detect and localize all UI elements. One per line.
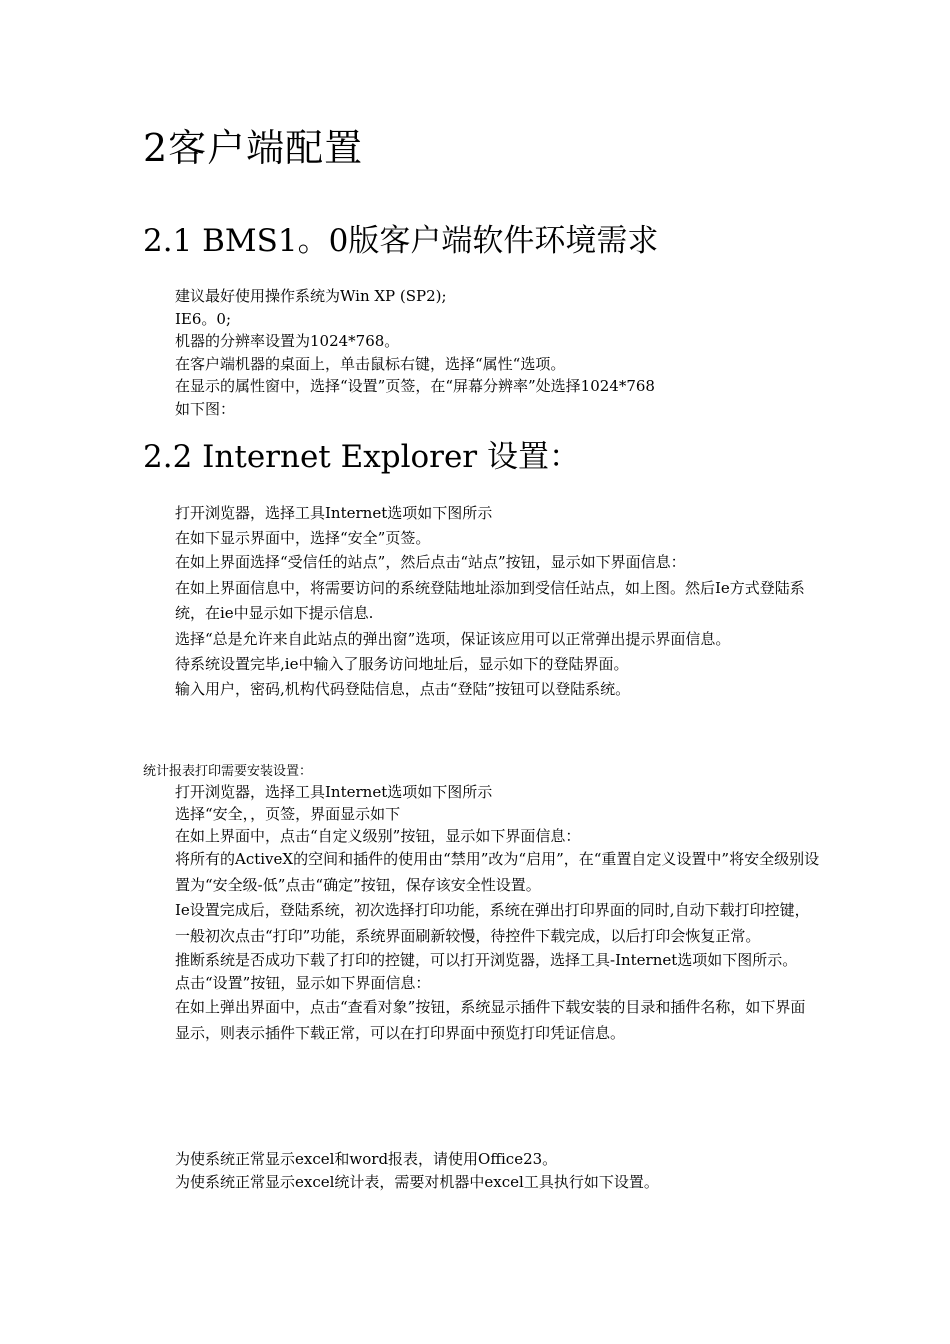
section-heading-ie-settings: 2.2 Internet Explorer 设置： (143, 439, 580, 475)
paragraph: 机器的分辨率设置为1024*768。 (175, 332, 400, 350)
paragraph: 在如上界面选择“受信任的站点”，然后点击“站点”按钮，显示如下界面信息： (175, 553, 686, 571)
paragraph: 选择“总是允许来自此站点的弹出窗”选项，保证该应用可以正常弹出提示界面信息。 (175, 629, 731, 648)
paragraph: 点击“设置”按钮，显示如下界面信息： (175, 974, 431, 992)
print-setup-body (175, 781, 820, 1046)
paragraph: 在如下显示界面中，选择“安全”页签。 (175, 528, 431, 547)
paragraph: 如下图： (175, 399, 236, 418)
software-requirements-body (175, 285, 820, 420)
paragraph: 选择“安全，，页签，界面显示如下 (175, 805, 401, 823)
paragraph: 在如上界面中，点击“自定义级别”按钮，显示如下界面信息： (175, 827, 581, 845)
paragraph: 将所有的ActiveX的空间和插件的使用由“禁用”改为“启用”，在“重置自定义设置中”将安全级别设置为“安全级-低”点击“确定”按钮，保存该安全性设置。 (175, 850, 820, 894)
section-heading-software-requirements: 2.1 BMS1。0版客户端软件环境需求 (143, 223, 659, 259)
paragraph: 建议最好使用操作系统为Win XP (SP2); (175, 287, 447, 305)
paragraph: IE6。0; (175, 309, 232, 328)
paragraph: 在如上界面信息中，将需要访问的系统登陆地址添加到受信任站点，如上图。然后Ie方式登陆系统，在ie中显示如下提示信息. (175, 578, 805, 622)
paragraph: 在显示的属性窗中，选择“设置”页签，在“屏幕分辨率”处选择1024*768 (175, 377, 655, 395)
chapter-heading: 2客户端配置 (143, 126, 364, 170)
excel-settings-body (175, 1148, 820, 1193)
paragraph: 在如上弹出界面中，点击“查看对象”按钮，系统显示插件下载安装的目录和插件名称，如下界面显示，则表示插件下载正常，可以在打印界面中预览打印凭证信息。 (175, 998, 806, 1042)
paragraph: 为使系统正常显示excel统计表，需要对机器中excel工具执行如下设置。 (175, 1172, 659, 1191)
paragraph: 打开浏览器，选择工具Internet选项如下图所示 (175, 504, 493, 522)
paragraph: 打开浏览器，选择工具Internet选项如下图所示 (175, 783, 493, 801)
paragraph: 待系统设置完毕,ie中输入了服务访问地址后，显示如下的登陆界面。 (175, 655, 629, 673)
print-setup-note: 统计报表打印需要安装设置： (143, 764, 313, 779)
paragraph: Ie设置完成后，登陆系统，初次选择打印功能，系统在弹出打印界面的同时,自动下载打印控键，一般初次点击“打印”功能，系统界面刷新较慢，待控件下载完成，以后打印会恢复正常。 (175, 901, 810, 945)
paragraph: 为使系统正常显示excel和word报表，请使用Office23。 (175, 1150, 558, 1168)
paragraph: 在客户端机器的桌面上，单击鼠标右键，选择“属性“选项。 (175, 354, 566, 373)
paragraph: 推断系统是否成功下载了打印的控键，可以打开浏览器，选择工具-Internet选项如下图所示。 (175, 951, 798, 969)
paragraph: 输入用户，密码,机构代码登陆信息，点击“登陆”按钮可以登陆系统。 (175, 679, 631, 698)
ie-settings-body (175, 501, 820, 701)
